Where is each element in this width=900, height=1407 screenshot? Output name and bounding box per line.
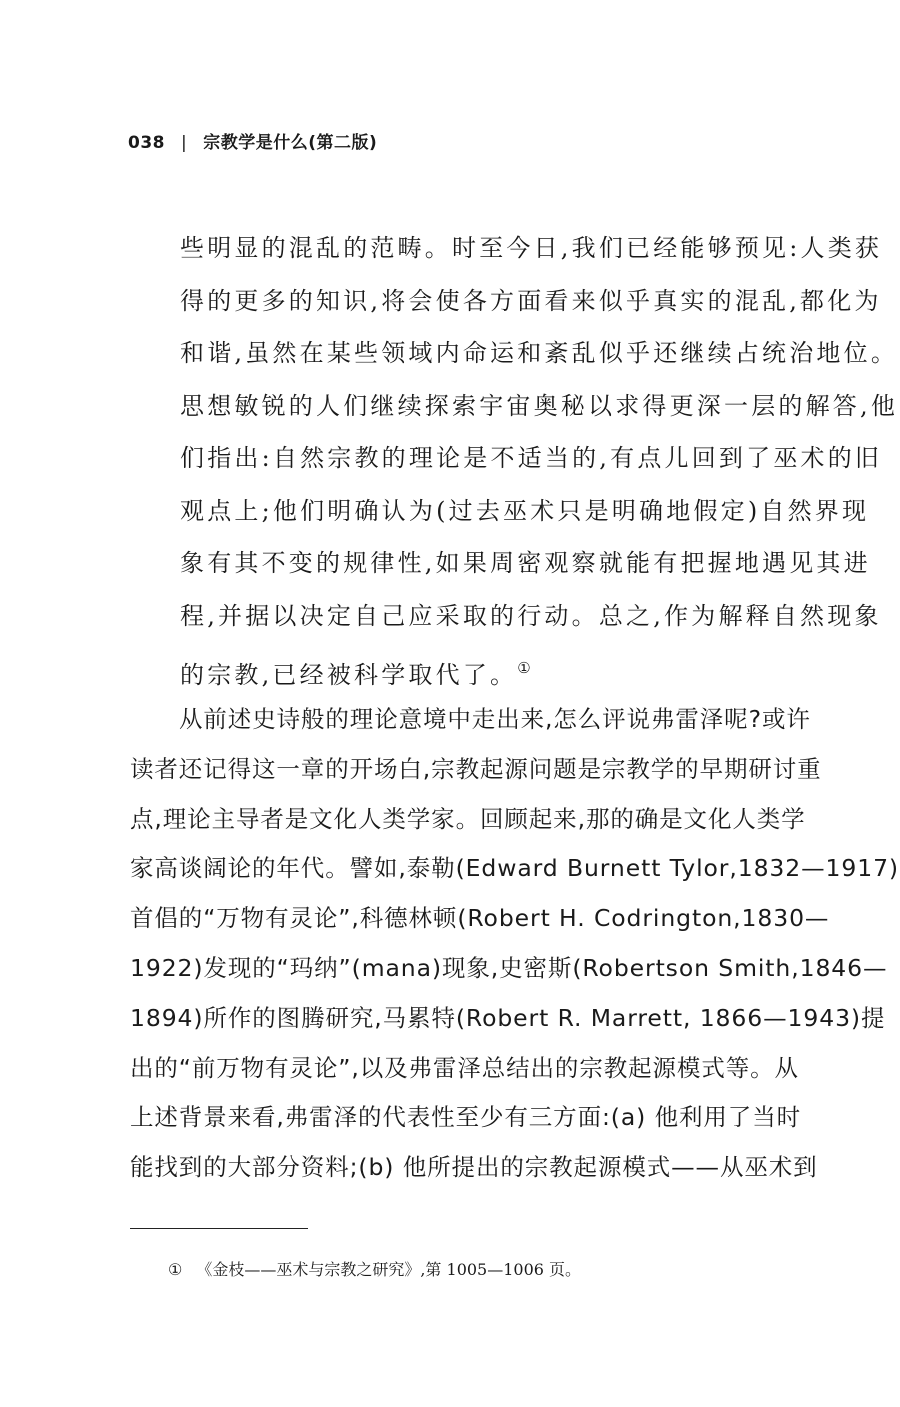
quote-line-last — [180, 642, 830, 702]
paragraph-line: 1894)所作的图腾研究,马累特(Robert R. Marrett, 1866—1943)提 — [130, 1003, 886, 1032]
paragraph-line: 家高谈阔论的年代。譬如,泰勒(Edward Burnett Tylor,1832—1917) — [130, 854, 899, 883]
body-paragraph — [130, 695, 899, 1193]
paragraph-line: 上述背景来看,弗雷泽的代表性至少有三方面:(a) 他利用了当时 — [130, 1103, 801, 1132]
paragraph-line: 点,理论主导者是文化人类学家。回顾起来,那的确是文化人类学 — [130, 804, 806, 833]
paragraph-line: 能找到的大部分资料;(b) 他所提出的宗教起源模式——从巫术到 — [130, 1153, 818, 1182]
quote-line: 得的更多的知识,将会使各方面看来似乎真实的混乱,都化为 — [180, 286, 882, 315]
quote-line: 和谐,虽然在某些领域内命运和紊乱似乎还继续占统治地位。 — [180, 339, 899, 367]
quote-line: 象有其不变的规律性,如果周密观察就能有把握地遇见其进 — [180, 549, 871, 577]
paragraph-line: 从前述史诗般的理论意境中走出来,怎么评说弗雷泽呢?或许 — [179, 705, 811, 733]
quote-line: 们指出:自然宗教的理论是不适当的,有点儿回到了巫术的旧 — [180, 444, 883, 472]
footnote-text: 《金枝——巫术与宗教之研究》,第 1005—1006 页。 — [196, 1260, 582, 1279]
footnote-mark: ① — [168, 1260, 183, 1279]
quote-line: 观点上;他们明确认为(过去巫术只是明确地假定)自然界现 — [180, 496, 870, 525]
quote-line: 思想敏锐的人们继续探索宇宙奥秘以求得更深一层的解答,他 — [180, 391, 899, 420]
running-header — [128, 128, 377, 153]
paragraph-line: 1922)发现的“玛纳”(mana)现象,史密斯(Robertson Smith,1846— — [130, 953, 888, 982]
book-title: 宗教学是什么(第二版) — [203, 133, 378, 153]
block-quote — [180, 222, 899, 702]
quote-line-text: 的宗教,已经被科学取代了。 — [180, 661, 518, 689]
footnote-divider — [130, 1228, 308, 1229]
footnote — [168, 1257, 581, 1280]
footnote-reference[interactable]: ① — [517, 659, 531, 677]
paragraph-line: 出的“前万物有灵论”,以及弗雷泽总结出的宗教起源模式等。从 — [130, 1053, 799, 1082]
quote-line: 程,并据以决定自己应采取的行动。总之,作为解释自然现象 — [180, 601, 882, 630]
paragraph-line: 读者还记得这一章的开场白,宗教起源问题是宗教学的早期研讨重 — [130, 754, 822, 783]
quote-line: 些明显的混乱的范畴。时至今日,我们已经能够预见:人类获 — [180, 234, 883, 262]
page-number: 038 — [128, 133, 165, 153]
header-separator: | — [181, 133, 188, 153]
paragraph-line: 首倡的“万物有灵论”,科德林顿(Robert H. Codrington,1830— — [130, 904, 830, 933]
